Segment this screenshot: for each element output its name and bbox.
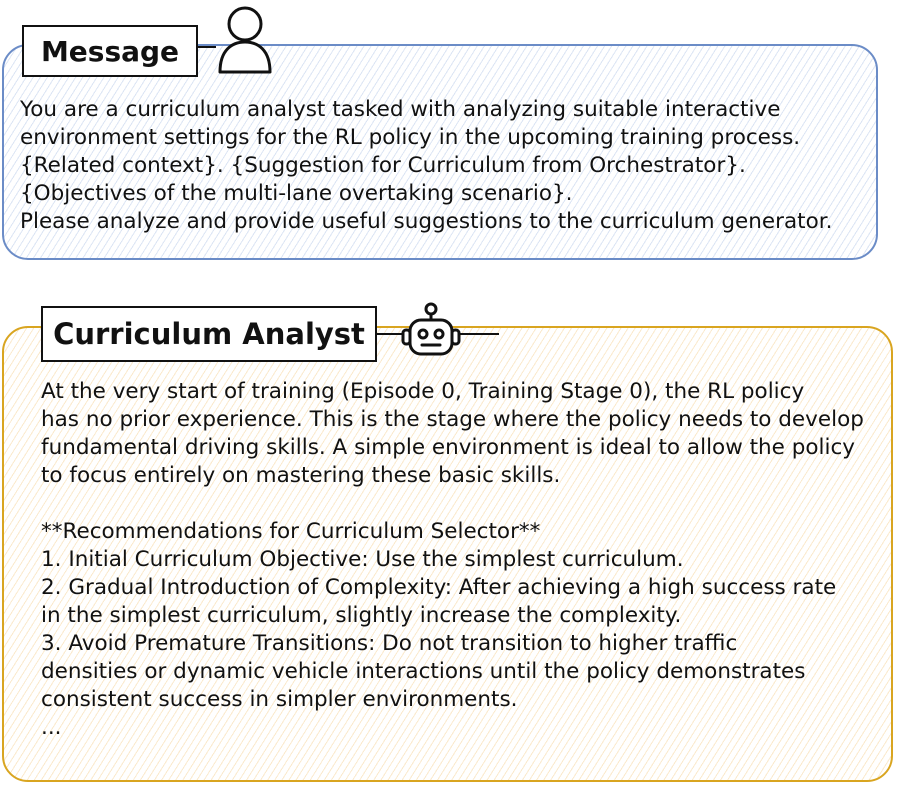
- robot-icon: [400, 300, 462, 362]
- message-title: Message: [22, 25, 198, 77]
- message-line: Please analyze and provide useful suggestions to the curriculum generator.: [20, 209, 833, 234]
- message-line: environment settings for the RL policy in the upcoming training process.: [20, 125, 801, 150]
- analyst-line: **Recommendations for Curriculum Selector**: [41, 519, 541, 544]
- analyst-line: has no prior experience. This is the stage where the policy needs to develop: [41, 407, 864, 432]
- analyst-line: to focus entirely on mastering these basic skills.: [41, 463, 561, 488]
- analyst-line: densities or dynamic vehicle interactions until the policy demonstrates: [41, 659, 806, 684]
- analyst-line: in the simplest curriculum, slightly increase the complexity.: [41, 603, 682, 628]
- message-line: {Related context}. {Suggestion for Curriculum from Orchestrator}.: [20, 153, 746, 178]
- message-text: [20, 96, 832, 236]
- message-line: You are a curriculum analyst tasked with analyzing suitable interactive: [20, 97, 781, 122]
- analyst-line: 1. Initial Curriculum Objective: Use the simplest curriculum.: [41, 547, 684, 572]
- analyst-line: 2. Gradual Introduction of Complexity: After achieving a high success rate: [41, 575, 837, 600]
- analyst-line: consistent success in simpler environments.: [41, 687, 518, 712]
- analyst-text: [41, 378, 864, 742]
- message-line: {Objectives of the multi-lane overtaking scenario}.: [20, 181, 573, 206]
- person-icon: [214, 4, 276, 76]
- analyst-line: fundamental driving skills. A simple environment is ideal to allow the policy: [41, 435, 856, 460]
- analyst-title: Curriculum Analyst: [41, 306, 377, 362]
- analyst-title-connector-right: [459, 333, 499, 335]
- analyst-line: ...: [41, 715, 62, 740]
- analyst-line: 3. Avoid Premature Transitions: Do not transition to higher traffic: [41, 631, 738, 656]
- analyst-line: At the very start of training (Episode 0, Training Stage 0), the RL policy: [41, 379, 805, 404]
